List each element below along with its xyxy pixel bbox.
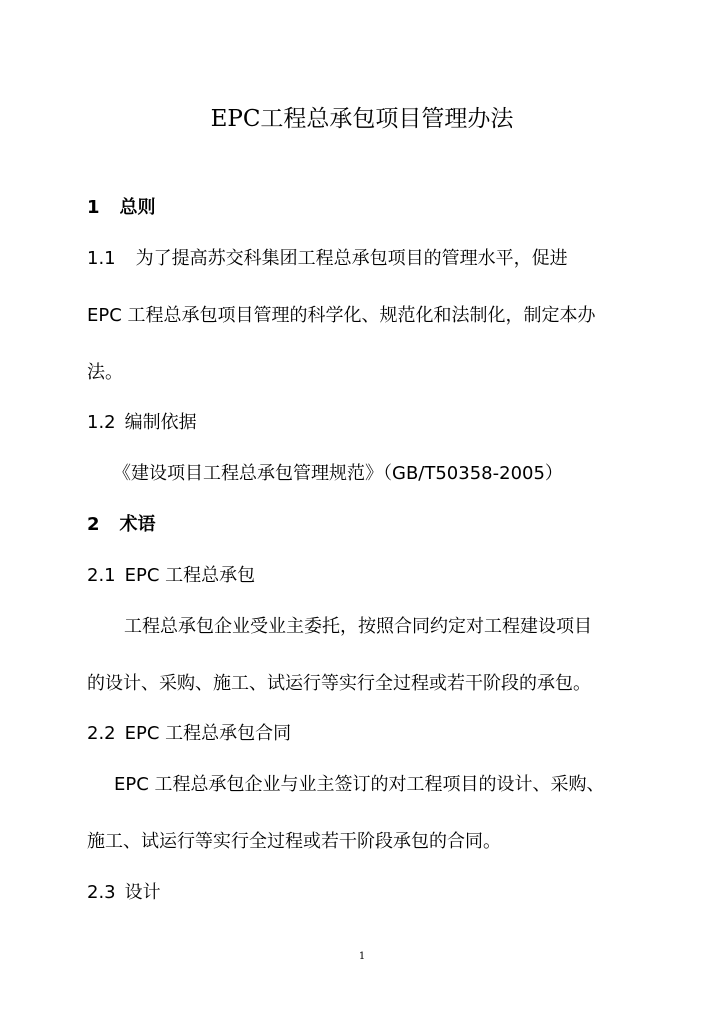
clause-2-2-line-2: 施工、试运行等实行全过程或若干阶段承包的合同。 [87, 831, 501, 852]
clause-title: 编制依据 [124, 412, 197, 433]
clause-2-1-line-2: 的设计、采购、施工、试运行等实行全过程或若干阶段的承包。 [87, 673, 591, 694]
clause-title: 设计 [124, 882, 161, 903]
section-title: 总则 [119, 197, 156, 218]
section-number: 2 [87, 514, 100, 535]
clause-2-2-line-1: EPC 工程总承包企业与业主签订的对工程项目的设计、采购、 [114, 774, 605, 795]
clause-number: 2.3 [87, 882, 116, 903]
clause-1-1-line-1 [87, 245, 568, 273]
clause-title: EPC 工程总承包合同 [124, 723, 292, 744]
section-title: 术语 [119, 514, 156, 535]
clause-2-3-heading [87, 879, 161, 907]
clause-number: 2.2 [87, 723, 116, 744]
clause-1-1-line-3: 法。 [87, 362, 123, 383]
clause-1-1-line-2: EPC 工程总承包项目管理的科学化、规范化和法制化，制定本办 [87, 305, 596, 326]
clause-2-2-heading [87, 720, 291, 748]
clause-1-2-heading [87, 409, 197, 437]
reference-standard: 《建设项目工程总承包管理规范》（GB/T50358-2005） [113, 463, 563, 484]
document-title: EPC工程总承包项目管理办法 [210, 106, 514, 132]
section-number: 1 [87, 197, 100, 218]
section-1-heading [87, 194, 156, 222]
clause-number: 1.2 [87, 412, 116, 433]
clause-2-1-heading [87, 562, 255, 590]
section-2-heading [87, 511, 156, 539]
clause-text: 为了提高苏交科集团工程总承包项目的管理水平，促进 [135, 248, 568, 269]
clause-number: 2.1 [87, 565, 116, 586]
clause-number: 1.1 [87, 248, 116, 269]
page-number: 1 [358, 951, 366, 962]
clause-title: EPC 工程总承包 [124, 565, 256, 586]
clause-2-1-line-1: 工程总承包企业受业主委托，按照合同约定对工程建设项目 [124, 616, 592, 637]
